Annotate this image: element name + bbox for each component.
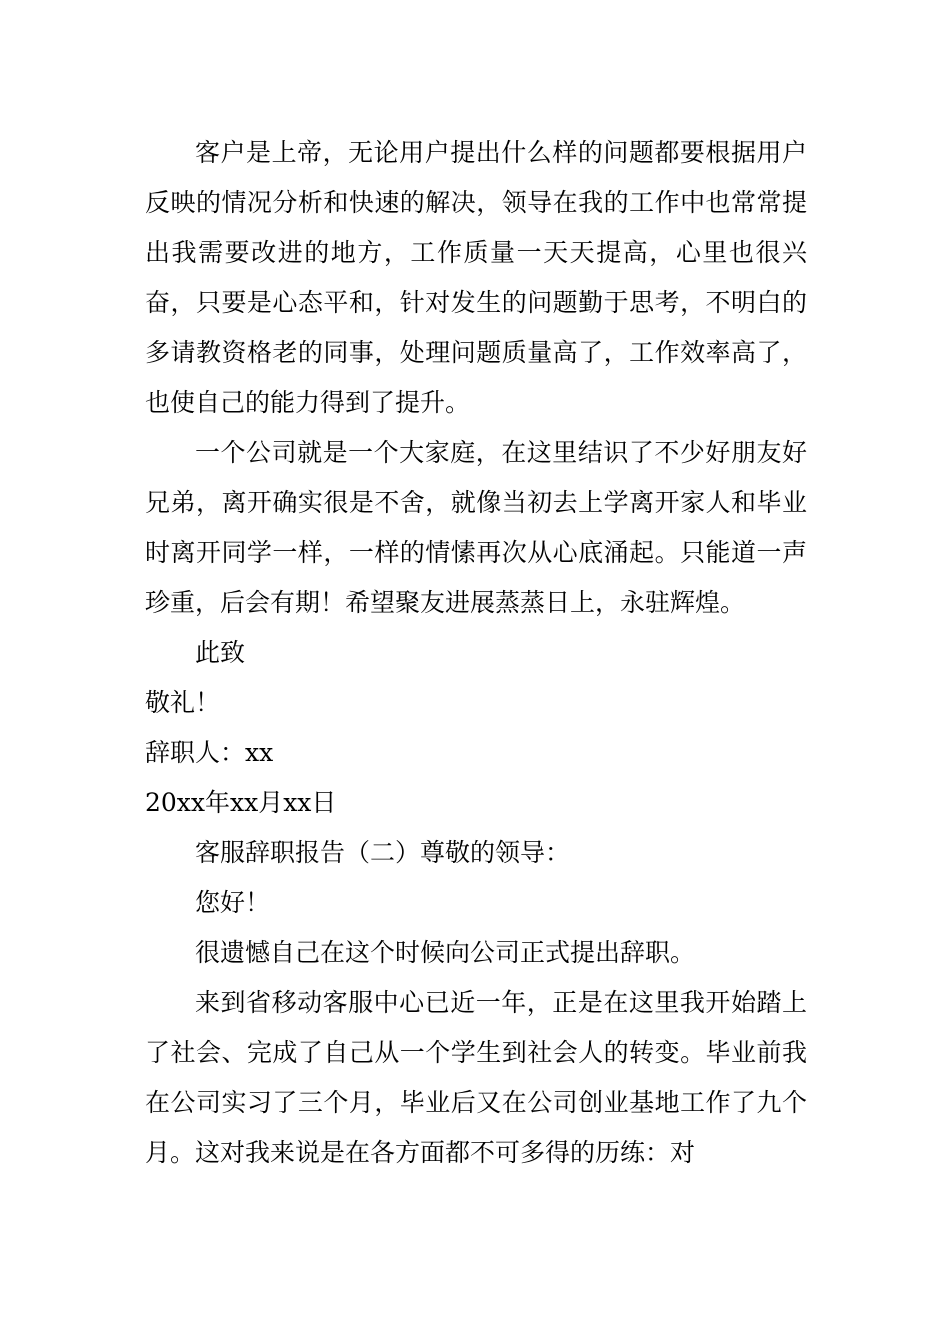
paragraph-customer-service: 客户是上帝，无论用户提出什么样的问题都要根据用户反映的情况分析和快速的解决，领导在我的工作中也常常提出我需要改进的地方，工作质量一天天提高，心里也很兴奋，只要是心态平和，针对发生的问题勤于思考，不明白的多请教资格老的同事，处理问题质量高了，工作效率高了，也使自己的能力得到了提升。: [145, 138, 807, 417]
paragraph-experience: 来到省移动客服中心已近一年，正是在这里我开始踏上了社会、完成了自己从一个学生到社会人的转变。毕业前我在公司实习了三个月，毕业后又在公司创业基地工作了九个月。这对我来说是在各方面都不可多得的历练：对: [145, 988, 807, 1167]
closing-regards: 敬礼！: [145, 688, 221, 717]
closing-salutation: 此致: [195, 638, 246, 667]
document-page: [145, 128, 807, 1178]
signature-resigner: 辞职人：xx: [145, 738, 274, 767]
paragraph-regret: 很遗憾自己在这个时候向公司正式提出辞职。: [195, 938, 696, 967]
greeting: 您好！: [195, 888, 271, 917]
section-heading-report-two: 客服辞职报告（二）尊敬的领导：: [195, 838, 571, 867]
signature-date: 20xx年xx月xx日: [145, 788, 337, 817]
paragraph-company-family: 一个公司就是一个大家庭，在这里结识了不少好朋友好兄弟，离开确实很是不舍，就像当初去上学离开家人和毕业时离开同学一样，一样的情愫再次从心底涌起。只能道一声珍重，后会有期！希望聚友进展蒸蒸日上，永驻辉煌。: [145, 438, 807, 617]
